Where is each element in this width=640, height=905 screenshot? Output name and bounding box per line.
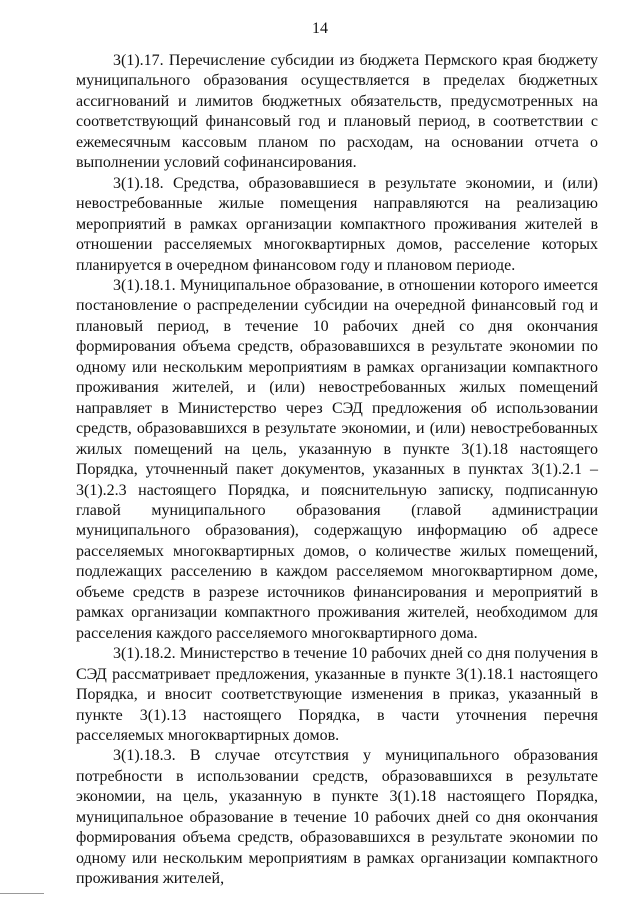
paragraph-3-1-18: 3(1).18. Средства, образовавшиеся в результате экономии, и (или) невостребованные жилые помещения направляются на реализацию мероприятий в рамках организации компактного проживания жителей в отношении расселяемых многоквартирных домов, расселение которых планируется в очередном финансовом году и плановом периоде. <box>76 174 598 274</box>
scan-edge-line <box>0 893 44 894</box>
document-body <box>76 51 598 890</box>
paragraph-3-1-18-2: 3(1).18.2. Министерство в течение 10 рабочих дней со дня получения в СЭД рассматривает предложения, указанные в пункте 3(1).18.1 настоящего Порядка, и вносит соответствующие изменения в приказ, указанный в пункте 3(1).13 настоящего Порядка, в части уточнения перечня расселяемых многоквартирных домов. <box>76 645 598 744</box>
paragraph-3-1-17: 3(1).17. Перечисление субсидии из бюджета Пермского края бюджету муниципального образования осуществляется в пределах бюджетных ассигнований и лимитов бюджетных обязательств, предусмотренных на соответствующий финансовый год и плановый период, в соответствии с ежемесячным кассовым планом по расходам, на основании отчета о выполнении условий софинансирования. <box>76 52 598 172</box>
page-number: 14 <box>312 20 328 37</box>
paragraph-3-1-18-1: 3(1).18.1. Муниципальное образование, в отношении которого имеется постановление о распределении субсидии на очередной финансовый год и плановый период, в течение 10 рабочих дней со дня окончания формирования объема средств, образовавшихся в результате экономии по одному или нескольким мероприятиям в рамках организации компактного проживания жителей, и (или) невостребованных жилых помещений направляет в Министерство через СЭД предложения об использовании средств, образовавшихся в результате экономии, и (или) невостребованных жилых помещений на цель, указанную в пункте 3(1).18 настоящего Порядка, уточненный пакет документов, указанных в пунктах 3(1).2.1 – 3(1).2.3 настоящего Порядка, и пояснительную записку, подписанную главой муниципального образования (главой администрации муниципального образования), содержащую информацию об адресе расселяемых многоквартирных домов, о количестве жилых помещений, подлежащих расселению в каждом расселяемом многоквартирном доме, объеме средств в разрезе источников финансирования и мероприятий в рамках организации компактного проживания жителей, необходимом для расселения каждого расселяемого многоквартирного дома. <box>76 276 598 642</box>
paragraph-3-1-18-3: 3(1).18.3. В случае отсутствия у муниципального образования потребности в использовании средств, образовавшихся в результате экономии, на цель, указанную в пункте 3(1).18 настоящего Порядка, муниципальное образование в течение 10 рабочих дней со дня окончания формирования объема средств, образовавшихся в результате экономии по одному или нескольким мероприятиям в рамках организации компактного проживания жителей, <box>76 747 598 888</box>
